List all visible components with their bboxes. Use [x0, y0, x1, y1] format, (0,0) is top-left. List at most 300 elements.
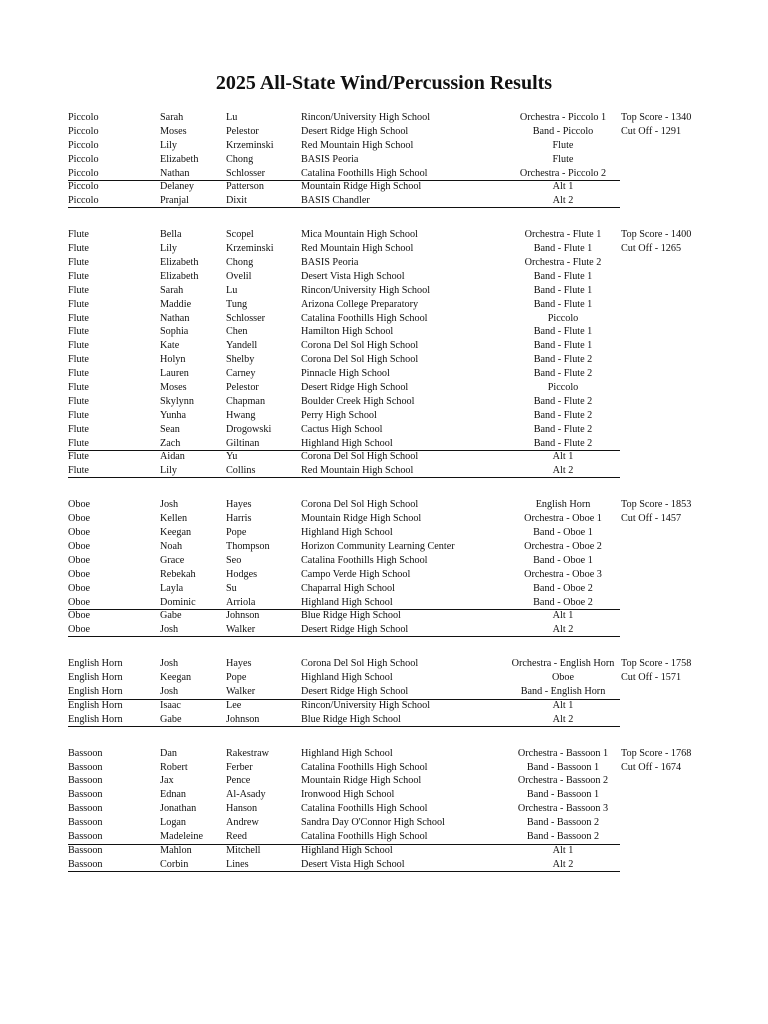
instrument-cell: English Horn [68, 658, 123, 670]
result-row [68, 353, 708, 367]
result-row [68, 498, 708, 512]
last-name-cell: Al-Asady [226, 789, 266, 801]
result-row [68, 437, 708, 451]
instrument-cell: Oboe [68, 582, 91, 594]
page-title: 2025 All-State Wind/Percussion Results [215, 72, 553, 94]
first-name-cell: Keegan [160, 527, 192, 539]
school-cell: Blue Ridge High School [301, 713, 401, 725]
placement-cell: Alt 2 [552, 195, 574, 207]
first-name-cell: Yunha [160, 409, 187, 421]
last-name-cell: Pence [226, 775, 251, 787]
first-name-cell: Logan [160, 817, 187, 829]
school-cell: Highland High School [301, 527, 393, 539]
instrument-cell: Flute [68, 326, 89, 338]
result-row [68, 816, 708, 830]
last-name-cell: Su [226, 582, 237, 594]
placement-cell: Band - Flute 1 [533, 326, 593, 338]
placement-cell: Orchestra - Flute 2 [524, 257, 602, 269]
school-cell: Ironwood High School [301, 789, 395, 801]
cut-off-note: Cut Off - 1571 [621, 672, 682, 684]
placement-cell: Band - Flute 2 [533, 423, 593, 435]
school-cell: Horizon Community Learning Center [301, 540, 455, 552]
first-name-cell: Sarah [160, 112, 184, 123]
instrument-cell: Flute [68, 284, 89, 296]
placement-cell: Alt 1 [552, 844, 574, 856]
result-row [68, 284, 708, 298]
school-cell: Catalina Foothills High School [301, 554, 428, 566]
result-row [68, 325, 708, 339]
last-name-cell: Rakestraw [226, 747, 269, 759]
alternates-divider [68, 844, 620, 845]
school-cell: Pinnacle High School [301, 368, 390, 380]
school-cell: Rincon/University High School [301, 112, 431, 123]
last-name-cell: Pelestor [226, 125, 259, 137]
instrument-cell: Flute [68, 270, 89, 282]
first-name-cell: Sophia [160, 326, 189, 338]
placement-cell: Piccolo [547, 382, 579, 394]
cut-off-note: Cut Off - 1674 [621, 761, 682, 773]
placement-cell: Orchestra - Flute 1 [524, 229, 602, 241]
placement-cell: Alt 1 [552, 181, 574, 193]
result-row [68, 409, 708, 423]
last-name-cell: Ovelil [226, 270, 252, 282]
alternates-divider [68, 180, 620, 181]
cut-off-note: Cut Off - 1265 [621, 243, 682, 255]
placement-cell: Alt 1 [552, 699, 574, 711]
instrument-cell: Bassoon [68, 761, 103, 773]
last-name-cell: Yandell [226, 340, 258, 352]
alternates-divider [68, 609, 620, 610]
placement-cell: Orchestra - Bassoon 2 [517, 775, 609, 787]
instrument-cell: Flute [68, 437, 89, 449]
first-name-cell: Elizabeth [160, 270, 199, 282]
school-cell: Boulder Creek High School [301, 395, 415, 407]
placement-cell: Band - Oboe 1 [533, 527, 593, 539]
first-name-cell: Lauren [160, 368, 189, 380]
instrument-cell: Flute [68, 382, 89, 394]
section-oboe [68, 498, 708, 637]
result-row [68, 568, 708, 582]
first-name-cell: Gabe [160, 610, 182, 622]
placement-cell: Band - Bassoon 2 [526, 830, 600, 842]
instrument-cell: Piccolo [68, 195, 99, 207]
first-name-cell: Mahlon [160, 844, 192, 856]
result-row [68, 242, 708, 256]
school-cell: Mountain Ridge High School [301, 513, 422, 525]
result-row [68, 339, 708, 353]
placement-cell: Band - Flute 1 [533, 243, 593, 255]
result-row [68, 167, 708, 181]
school-cell: Corona Del Sol High School [301, 340, 419, 352]
instrument-cell: Oboe [68, 499, 91, 511]
cut-off-note: Cut Off - 1291 [621, 125, 682, 137]
last-name-cell: Schlosser [226, 167, 266, 179]
alternate-row [68, 844, 708, 858]
first-name-cell: Keegan [160, 672, 192, 684]
last-name-cell: Patterson [226, 181, 264, 193]
first-name-cell: Pranjal [160, 195, 189, 207]
placement-cell: Alt 2 [552, 713, 574, 725]
last-name-cell: Johnson [226, 713, 260, 725]
first-name-cell: Grace [160, 554, 185, 566]
last-name-cell: Chong [226, 257, 254, 269]
first-name-cell: Josh [160, 685, 179, 697]
instrument-cell: Bassoon [68, 803, 103, 815]
first-name-cell: Josh [160, 658, 179, 670]
school-cell: Chaparral High School [301, 582, 395, 594]
placement-cell: Alt 1 [552, 610, 574, 622]
school-cell: Catalina Foothills High School [301, 761, 428, 773]
first-name-cell: Sean [160, 423, 180, 435]
alternate-row [68, 609, 708, 623]
section-bassoon [68, 747, 708, 872]
alternate-row [68, 450, 708, 464]
last-name-cell: Seo [226, 554, 242, 566]
school-cell: Catalina Foothills High School [301, 312, 428, 324]
placement-cell: Orchestra - Bassoon 1 [517, 747, 609, 759]
first-name-cell: Elizabeth [160, 257, 199, 269]
last-name-cell: Krzeminski [226, 243, 274, 255]
section-piccolo [68, 111, 708, 208]
result-row [68, 554, 708, 568]
first-name-cell: Sarah [160, 284, 184, 296]
last-name-cell: Dixit [226, 195, 247, 207]
school-cell: Blue Ridge High School [301, 610, 401, 622]
result-row [68, 526, 708, 540]
last-name-cell: Tung [226, 298, 248, 310]
placement-cell: Orchestra - Piccolo 1 [519, 112, 607, 123]
first-name-cell: Jax [160, 775, 174, 787]
first-name-cell: Delaney [160, 181, 194, 193]
instrument-cell: English Horn [68, 713, 123, 725]
first-name-cell: Maddie [160, 298, 192, 310]
last-name-cell: Lu [226, 284, 238, 296]
section-english-horn [68, 657, 708, 726]
last-name-cell: Walker [226, 624, 256, 636]
school-cell: Corona Del Sol High School [301, 499, 419, 511]
school-cell: Hamilton High School [301, 326, 394, 338]
instrument-cell: Piccolo [68, 167, 99, 179]
first-name-cell: Isaac [160, 699, 181, 711]
placement-cell: Band - Flute 1 [533, 298, 593, 310]
last-name-cell: Pelestor [226, 382, 259, 394]
placement-cell: Band - Flute 2 [533, 354, 593, 366]
school-cell: Highland High School [301, 596, 393, 608]
school-cell: Highland High School [301, 437, 393, 449]
first-name-cell: Rebekah [160, 568, 196, 580]
last-name-cell: Chen [226, 326, 248, 338]
instrument-cell: Bassoon [68, 789, 103, 801]
result-row [68, 139, 708, 153]
last-name-cell: Walker [226, 685, 256, 697]
placement-cell: Alt 2 [552, 624, 574, 636]
school-cell: Mountain Ridge High School [301, 181, 422, 193]
alternate-row [68, 623, 708, 637]
first-name-cell: Jonathan [160, 803, 197, 815]
section-end-divider [68, 726, 620, 727]
placement-cell: Flute [552, 139, 574, 151]
placement-cell: Orchestra - Bassoon 3 [517, 803, 609, 815]
instrument-cell: Oboe [68, 596, 91, 608]
last-name-cell: Collins [226, 465, 256, 477]
last-name-cell: Hanson [226, 803, 258, 815]
placement-cell: Flute [552, 153, 574, 165]
section-end-divider [68, 871, 620, 872]
last-name-cell: Lu [226, 112, 238, 123]
instrument-cell: Oboe [68, 540, 91, 552]
instrument-cell: English Horn [68, 699, 123, 711]
result-row [68, 802, 708, 816]
first-name-cell: Lily [160, 465, 177, 477]
first-name-cell: Nathan [160, 312, 190, 324]
placement-cell: Band - English Horn [520, 685, 606, 697]
first-name-cell: Dominic [160, 596, 196, 608]
last-name-cell: Thompson [226, 540, 270, 552]
last-name-cell: Hayes [226, 658, 252, 670]
last-name-cell: Yu [226, 451, 238, 463]
first-name-cell: Dan [160, 747, 177, 759]
school-cell: Red Mountain High School [301, 243, 414, 255]
placement-cell: English Horn [535, 499, 591, 511]
result-row [68, 774, 708, 788]
last-name-cell: Ferber [226, 761, 253, 773]
school-cell: Rincon/University High School [301, 699, 431, 711]
first-name-cell: Elizabeth [160, 153, 199, 165]
instrument-cell: Flute [68, 298, 89, 310]
top-score-note: Top Score - 1768 [621, 747, 692, 759]
top-score-note: Top Score - 1340 [621, 112, 692, 123]
alternate-row [68, 713, 708, 727]
instrument-cell: Piccolo [68, 181, 99, 193]
first-name-cell: Noah [160, 540, 183, 552]
placement-cell: Oboe [551, 672, 575, 684]
first-name-cell: Nathan [160, 167, 190, 179]
school-cell: BASIS Chandler [301, 195, 370, 207]
first-name-cell: Robert [160, 761, 188, 773]
first-name-cell: Skylynn [160, 395, 194, 407]
last-name-cell: Harris [226, 513, 252, 525]
top-score-note: Top Score - 1758 [621, 658, 692, 670]
school-cell: Red Mountain High School [301, 465, 414, 477]
placement-cell: Band - Flute 1 [533, 340, 593, 352]
alternate-row [68, 699, 708, 713]
last-name-cell: Shelby [226, 354, 255, 366]
placement-cell: Band - Piccolo [532, 125, 594, 137]
school-cell: Mica Mountain High School [301, 229, 418, 241]
result-row [68, 657, 708, 671]
school-cell: Mountain Ridge High School [301, 775, 422, 787]
result-row [68, 512, 708, 526]
placement-cell: Band - Flute 2 [533, 368, 593, 380]
placement-cell: Orchestra - Oboe 3 [524, 568, 602, 580]
result-row [68, 270, 708, 284]
instrument-cell: Bassoon [68, 775, 103, 787]
school-cell: Rincon/University High School [301, 284, 431, 296]
result-row [68, 830, 708, 844]
school-cell: Cactus High School [301, 423, 383, 435]
result-row [68, 381, 708, 395]
placement-cell: Alt 2 [552, 858, 574, 870]
first-name-cell: Josh [160, 624, 179, 636]
result-row [68, 582, 708, 596]
instrument-cell: Oboe [68, 554, 91, 566]
first-name-cell: Moses [160, 125, 187, 137]
last-name-cell: Arriola [226, 596, 256, 608]
placement-cell: Orchestra - English Horn [511, 658, 615, 670]
section-end-divider [68, 477, 620, 478]
school-cell: Desert Ridge High School [301, 125, 409, 137]
section-flute [68, 228, 708, 478]
instrument-cell: Bassoon [68, 844, 103, 856]
instrument-cell: Flute [68, 409, 89, 421]
placement-cell: Band - Flute 2 [533, 409, 593, 421]
instrument-cell: Oboe [68, 527, 91, 539]
placement-cell: Alt 1 [552, 451, 574, 463]
result-row [68, 788, 708, 802]
school-cell: Highland High School [301, 844, 393, 856]
last-name-cell: Mitchell [226, 844, 261, 856]
result-row [68, 395, 708, 409]
instrument-cell: Flute [68, 312, 89, 324]
result-row [68, 540, 708, 554]
result-row [68, 423, 708, 437]
last-name-cell: Carney [226, 368, 256, 380]
school-cell: Desert Vista High School [301, 270, 405, 282]
school-cell: BASIS Peoria [301, 153, 359, 165]
school-cell: Arizona College Preparatory [301, 298, 419, 310]
first-name-cell: Moses [160, 382, 187, 394]
instrument-cell: Piccolo [68, 139, 99, 151]
instrument-cell: Bassoon [68, 747, 103, 759]
placement-cell: Band - Flute 2 [533, 437, 593, 449]
first-name-cell: Ednan [160, 789, 187, 801]
first-name-cell: Madeleine [160, 830, 203, 842]
first-name-cell: Gabe [160, 713, 182, 725]
result-row [68, 312, 708, 326]
section-end-divider [68, 207, 620, 208]
school-cell: Corona Del Sol High School [301, 658, 419, 670]
instrument-cell: Flute [68, 229, 89, 241]
instrument-cell: Bassoon [68, 830, 103, 842]
last-name-cell: Andrew [226, 817, 259, 829]
instrument-cell: Flute [68, 368, 89, 380]
instrument-cell: Piccolo [68, 153, 99, 165]
top-score-note: Top Score - 1400 [621, 229, 692, 241]
result-row [68, 125, 708, 139]
instrument-cell: Piccolo [68, 112, 99, 123]
instrument-cell: Bassoon [68, 817, 103, 829]
last-name-cell: Reed [226, 830, 247, 842]
last-name-cell: Lines [226, 858, 249, 870]
result-row [68, 298, 708, 312]
instrument-cell: Flute [68, 354, 89, 366]
first-name-cell: Holyn [160, 354, 186, 366]
first-name-cell: Josh [160, 499, 179, 511]
instrument-cell: English Horn [68, 685, 123, 697]
alternates-divider [68, 699, 620, 700]
first-name-cell: Aidan [160, 451, 185, 463]
section-end-divider [68, 636, 620, 637]
result-row [68, 228, 708, 242]
placement-cell: Orchestra - Piccolo 2 [519, 167, 607, 179]
placement-cell: Band - Oboe 2 [533, 582, 593, 594]
last-name-cell: Krzeminski [226, 139, 274, 151]
alternate-row [68, 858, 708, 872]
results-table [68, 111, 708, 892]
instrument-cell: Oboe [68, 513, 91, 525]
last-name-cell: Drogowski [226, 423, 272, 435]
school-cell: Corona Del Sol High School [301, 354, 419, 366]
first-name-cell: Lily [160, 139, 177, 151]
last-name-cell: Pope [226, 672, 247, 684]
first-name-cell: Bella [160, 229, 182, 241]
school-cell: Corona Del Sol High School [301, 451, 419, 463]
result-row [68, 256, 708, 270]
result-row [68, 367, 708, 381]
instrument-cell: Flute [68, 423, 89, 435]
last-name-cell: Pope [226, 527, 247, 539]
last-name-cell: Giltinan [226, 437, 260, 449]
first-name-cell: Zach [160, 437, 181, 449]
last-name-cell: Chong [226, 153, 254, 165]
instrument-cell: Flute [68, 465, 89, 477]
last-name-cell: Hayes [226, 499, 252, 511]
top-score-note: Top Score - 1853 [621, 499, 692, 511]
alternates-divider [68, 450, 620, 451]
placement-cell: Orchestra - Oboe 1 [524, 513, 602, 525]
instrument-cell: Oboe [68, 610, 91, 622]
placement-cell: Band - Oboe 1 [533, 554, 593, 566]
school-cell: Red Mountain High School [301, 139, 414, 151]
school-cell: Highland High School [301, 747, 393, 759]
alternate-row [68, 180, 708, 194]
instrument-cell: Oboe [68, 624, 91, 636]
last-name-cell: Hwang [226, 409, 256, 421]
result-row [68, 685, 708, 699]
placement-cell: Band - Flute 1 [533, 270, 593, 282]
result-row [68, 596, 708, 610]
placement-cell: Alt 2 [552, 465, 574, 477]
placement-cell: Orchestra - Oboe 2 [524, 540, 602, 552]
cut-off-note: Cut Off - 1457 [621, 513, 682, 525]
school-cell: BASIS Peoria [301, 257, 359, 269]
school-cell: Catalina Foothills High School [301, 830, 428, 842]
school-cell: Desert Ridge High School [301, 685, 409, 697]
instrument-cell: Flute [68, 243, 89, 255]
result-row [68, 761, 708, 775]
school-cell: Desert Ridge High School [301, 382, 409, 394]
instrument-cell: Oboe [68, 568, 91, 580]
placement-cell: Band - Bassoon 1 [526, 761, 600, 773]
first-name-cell: Layla [160, 582, 184, 594]
placement-cell: Band - Flute 1 [533, 284, 593, 296]
last-name-cell: Lee [226, 699, 242, 711]
last-name-cell: Schlosser [226, 312, 266, 324]
placement-cell: Band - Oboe 2 [533, 596, 593, 608]
last-name-cell: Johnson [226, 610, 260, 622]
result-row [68, 153, 708, 167]
instrument-cell: Flute [68, 395, 89, 407]
alternate-row [68, 194, 708, 208]
instrument-cell: Flute [68, 340, 89, 352]
placement-cell: Piccolo [547, 312, 579, 324]
alternate-row [68, 464, 708, 478]
school-cell: Desert Ridge High School [301, 624, 409, 636]
result-row [68, 747, 708, 761]
school-cell: Sandra Day O'Connor High School [301, 817, 445, 829]
placement-cell: Band - Bassoon 2 [526, 817, 600, 829]
first-name-cell: Corbin [160, 858, 189, 870]
